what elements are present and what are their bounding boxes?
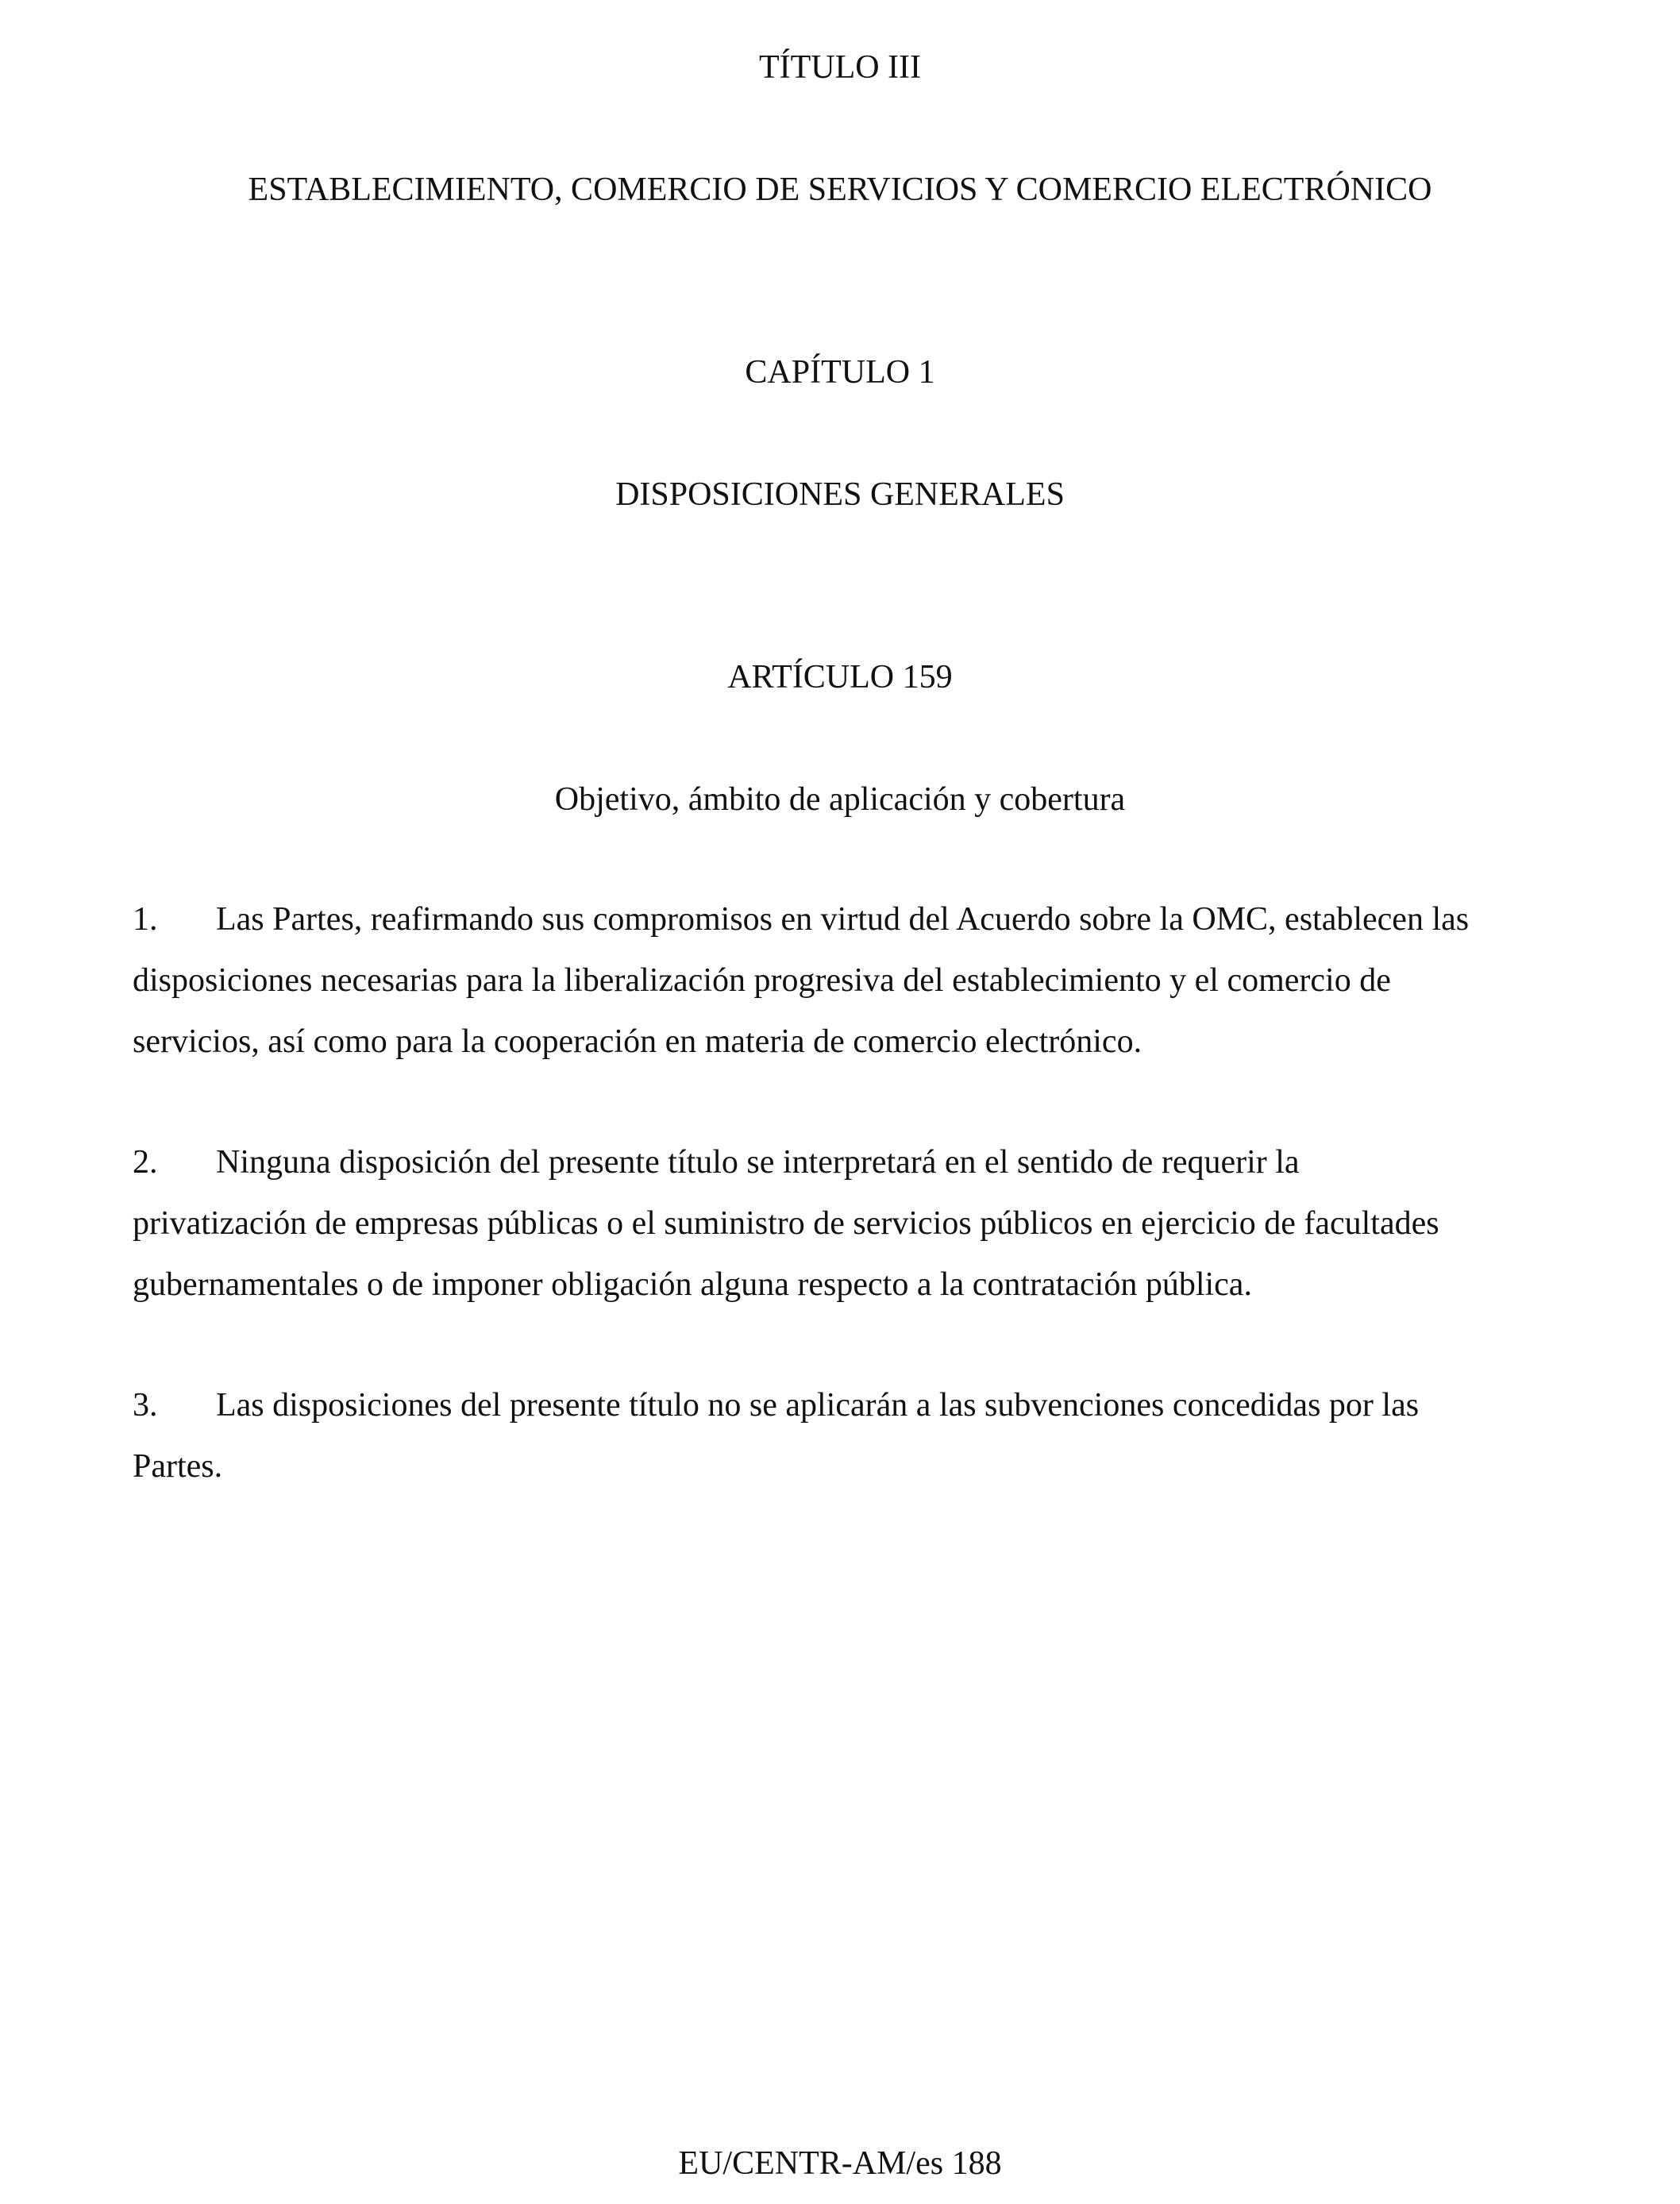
paragraph-line: gubernamentales o de imponer obligación alguna respecto a la contratación pública. bbox=[133, 1266, 1252, 1303]
paragraph-line: 2. Ninguna disposición del presente título se interpretará en el sentido de requerir la bbox=[133, 1132, 1554, 1193]
paragraph-line: Partes. bbox=[133, 1448, 223, 1485]
paragraph-line: disposiciones necesarias para la liberalización progresiva del establecimiento y el comercio de bbox=[133, 962, 1391, 999]
chapter-label: CAPÍTULO 1 bbox=[745, 354, 935, 391]
chapter-name: DISPOSICIONES GENERALES bbox=[615, 476, 1065, 513]
paragraph-number: 3. bbox=[133, 1387, 158, 1424]
paragraph-2 bbox=[133, 1132, 1554, 1316]
paragraph-1 bbox=[133, 889, 1554, 1073]
page-footer: EU/CENTR-AM/es 188 bbox=[678, 2145, 1002, 2182]
paragraph-number: 2. bbox=[133, 1144, 158, 1181]
article-label: ARTÍCULO 159 bbox=[727, 659, 953, 695]
paragraph-line: 1. Las Partes, reafirmando sus compromisos en virtud del Acuerdo sobre la OMC, establecen las bbox=[133, 889, 1554, 950]
paragraph-line: privatización de empresas públicas o el suministro de servicios públicos en ejercicio de facultades bbox=[133, 1205, 1439, 1242]
title-name: ESTABLECIMIENTO, COMERCIO DE SERVICIOS Y COMERCIO ELECTRÓNICO bbox=[248, 171, 1432, 208]
paragraph-3 bbox=[133, 1375, 1554, 1497]
paragraph-line: 3. Las disposiciones del presente título no se aplicarán a las subvenciones concedidas por las bbox=[133, 1375, 1554, 1436]
title-label: TÍTULO III bbox=[758, 49, 922, 86]
paragraph-line: servicios, así como para la cooperación en materia de comercio electrónico. bbox=[133, 1023, 1142, 1060]
article-heading: Objetivo, ámbito de aplicación y cobertura bbox=[554, 781, 1126, 818]
paragraph-number: 1. bbox=[133, 901, 158, 938]
